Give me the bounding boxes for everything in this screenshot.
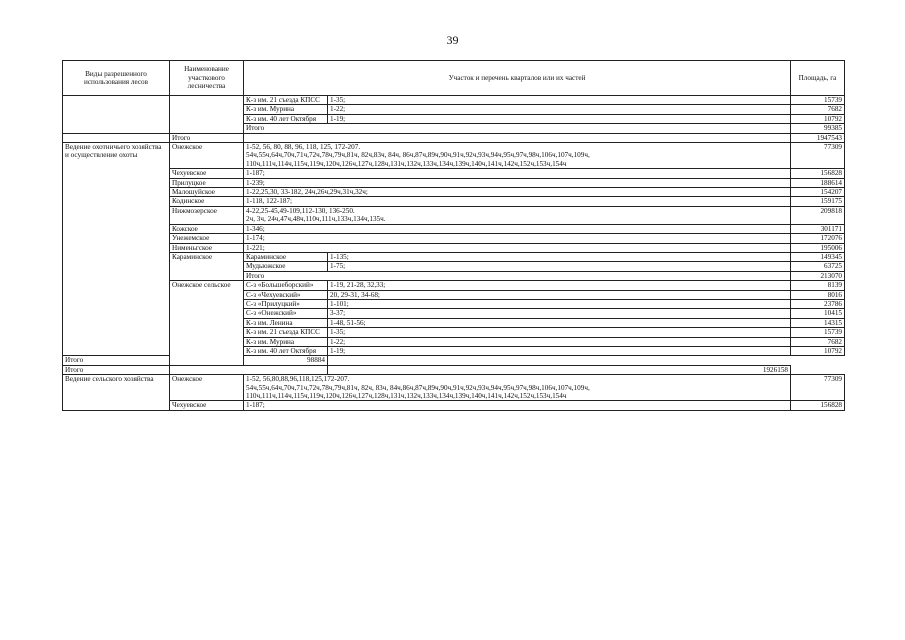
total-spacer	[170, 365, 328, 374]
table-header-row	[63, 61, 845, 96]
table-row	[63, 178, 845, 187]
area-cell: 209818	[791, 206, 845, 224]
table-row	[63, 234, 845, 243]
table-row	[63, 224, 845, 233]
forestry-cell: Онежское сельское	[170, 281, 244, 366]
forestry-cell	[170, 96, 244, 134]
quarters-cell: 1-101;	[328, 299, 791, 308]
area-cell: 77309	[791, 375, 845, 401]
use-type-cell: Ведение охотничьего хозяйства и осуществление охоты	[63, 143, 170, 356]
table-row	[63, 356, 845, 365]
total-row	[63, 365, 845, 374]
subplot-cell: С-з «Прилуцкий»	[244, 299, 328, 308]
quarters-cell: 1-35;	[328, 328, 791, 337]
use-type-cell: Ведение сельского хозяйства	[63, 375, 170, 411]
subplot-cell: К-з им. 40 лет Октября	[244, 346, 328, 355]
total-row	[63, 133, 845, 142]
forestry-cell: Караминское	[170, 252, 244, 280]
total-label: Итого	[63, 365, 170, 374]
area-cell: 8016	[791, 290, 845, 299]
area-cell: 156828	[791, 401, 845, 410]
area-cell: 77309	[791, 143, 845, 169]
forestry-cell: Чехуевское	[170, 169, 244, 178]
subtotal-area: 99385	[791, 124, 845, 133]
quarters-cell	[244, 143, 791, 169]
use-type-cell	[63, 96, 170, 134]
area-cell: 63725	[791, 262, 845, 271]
area-cell: 10792	[791, 346, 845, 355]
quarters-cell: 1-174;	[244, 234, 791, 243]
subtotal-label: Итого	[244, 124, 791, 133]
total-area: 1947543	[791, 133, 845, 142]
total-label: Итого	[170, 133, 244, 142]
subtotal-area: 98884	[244, 356, 328, 365]
subplot-cell: К-з им. Ленина	[244, 318, 328, 327]
forest-use-table	[62, 60, 845, 411]
quarters-cell: 1-35;	[328, 96, 791, 105]
forestry-cell: Кожское	[170, 224, 244, 233]
area-cell: 7682	[791, 105, 845, 114]
quarters-line: 110ч,111ч,114ч,115ч,119ч,120ч,126ч,127ч,128ч,131ч,132ч,133ч,134ч,139ч,140ч,141ч,142ч,152ч,153ч,154ч	[246, 159, 567, 168]
area-cell: 10415	[791, 309, 845, 318]
subplot-cell: К-з им. 40 лет Октября	[244, 114, 328, 123]
quarters-cell: 1-346;	[244, 224, 791, 233]
quarters-cell: 1-48, 51-56;	[328, 318, 791, 327]
area-cell: 156828	[791, 169, 845, 178]
area-cell: 10792	[791, 114, 845, 123]
table-row	[63, 252, 845, 261]
quarters-cell: 1-19, 21-28, 32,33;	[328, 281, 791, 290]
total-spacer	[244, 133, 791, 142]
area-cell: 8139	[791, 281, 845, 290]
subplot-cell: К-з им. Мурина	[244, 105, 328, 114]
area-cell: 15739	[791, 96, 845, 105]
table-row	[63, 401, 845, 410]
area-cell: 172076	[791, 234, 845, 243]
forestry-cell: Чехуевское	[170, 401, 244, 410]
table-row	[63, 96, 845, 105]
forestry-cell: Кодинское	[170, 197, 244, 206]
forestry-cell: Нижмозерское	[170, 206, 244, 224]
subplot-cell: С-з «Чехуевский»	[244, 290, 328, 299]
quarters-cell: 1-187;	[244, 169, 791, 178]
quarters-cell: 20, 29-31, 34-68;	[328, 290, 791, 299]
quarters-cell	[244, 375, 791, 401]
area-cell: 14315	[791, 318, 845, 327]
total-area: 1926158	[328, 365, 791, 374]
area-cell: 154207	[791, 188, 845, 197]
forestry-cell: Малошуйское	[170, 188, 244, 197]
header-use-type: Виды разрешенного использования лесов	[63, 61, 170, 96]
quarters-line: 1-52, 56, 80, 88, 96, 118, 125, 172-207.	[246, 143, 361, 152]
forestry-cell: Онежское	[170, 375, 244, 401]
forestry-cell: Онежское	[170, 143, 244, 169]
use-type-cell	[63, 133, 170, 142]
header-forestry: Наименование участкового лесничества	[170, 61, 244, 96]
subtotal-area: 213070	[791, 271, 845, 280]
quarters-cell: 1-118, 122-187;	[244, 197, 791, 206]
quarters-cell: 3-37;	[328, 309, 791, 318]
table-row	[63, 169, 845, 178]
subtotal-label: Итого	[244, 271, 791, 280]
quarters-line: 110ч,111ч,114ч,115ч,119ч,120ч,126ч,127ч,128ч,131ч,132ч,133ч,134ч,139ч,140ч,141ч,142ч,152ч,153ч,154ч	[246, 392, 567, 400]
quarters-line: 2ч, 3ч, 24ч,47ч,48ч,110ч,111ч,133ч,134ч,135ч.	[246, 215, 386, 224]
subplot-cell: Караминское	[244, 252, 328, 261]
quarters-cell: 1-135;	[328, 252, 791, 261]
table-row	[63, 143, 845, 169]
quarters-cell: 1-239;	[244, 178, 791, 187]
subtotal-label: Итого	[63, 356, 244, 365]
area-cell: 159175	[791, 197, 845, 206]
page-number: 39	[446, 33, 459, 47]
quarters-cell: 1-22;	[328, 337, 791, 346]
quarters-cell: 1-22;	[328, 105, 791, 114]
table-row	[63, 375, 845, 401]
subplot-cell: С-з «Большеборский»	[244, 281, 328, 290]
forestry-cell: Прилуцкое	[170, 178, 244, 187]
area-cell: 149345	[791, 252, 845, 261]
area-cell: 195006	[791, 243, 845, 252]
quarters-cell: 1-19;	[328, 346, 791, 355]
area-cell: 23786	[791, 299, 845, 308]
quarters-line: 54ч,55ч,64ч,70ч,71ч,72ч,78ч,79ч,81ч, 82ч, 83ч, 84ч,86ч,87ч,89ч,90ч,91ч,92ч,93ч,94ч,95ч,97ч,98ч,106ч,107ч,109ч,	[246, 383, 590, 392]
header-area: Площадь, га	[791, 61, 845, 96]
quarters-line: 1-52, 56,80,88,96,118,125,172-207.	[246, 375, 350, 384]
table-row	[63, 197, 845, 206]
area-cell: 188614	[791, 178, 845, 187]
quarters-cell: 1-22,25,30, 33-182, 24ч,26ч,29ч,31ч,32ч;	[244, 188, 791, 197]
area-cell: 7682	[791, 337, 845, 346]
area-cell: 15739	[791, 328, 845, 337]
quarters-cell: 1-221;	[244, 243, 791, 252]
subplot-cell: К-з им. 21 съезда КПСС	[244, 96, 328, 105]
quarters-line: 54ч,55ч,64ч,70ч,71ч,72ч,78ч,79ч,81ч, 82ч,83ч, 84ч, 86ч,87ч,89ч,90ч,91ч,92ч,93ч,94ч,95ч,97ч,98ч,106ч,107ч,109ч,	[246, 151, 590, 160]
header-plot-quarters: Участок и перечень кварталов или их частей	[244, 61, 791, 96]
table-row	[63, 206, 845, 224]
subplot-cell: Мудьюжское	[244, 262, 328, 271]
quarters-cell: 1-75;	[328, 262, 791, 271]
table-row	[63, 188, 845, 197]
area-cell: 301171	[791, 224, 845, 233]
forestry-cell: Унежемское	[170, 234, 244, 243]
quarters-cell: 1-187;	[244, 401, 791, 410]
quarters-cell	[244, 206, 791, 224]
table-row	[63, 243, 845, 252]
subplot-cell: К-з им. Мурина	[244, 337, 328, 346]
quarters-line: 4-22,25-45,49-109,112-130, 136-250.	[246, 206, 355, 215]
quarters-cell: 1-19;	[328, 114, 791, 123]
table-row	[63, 281, 845, 290]
subplot-cell: К-з им. 21 съезда КПСС	[244, 328, 328, 337]
subplot-cell: С-з «Онежский»	[244, 309, 328, 318]
forestry-cell: Нименьгское	[170, 243, 244, 252]
